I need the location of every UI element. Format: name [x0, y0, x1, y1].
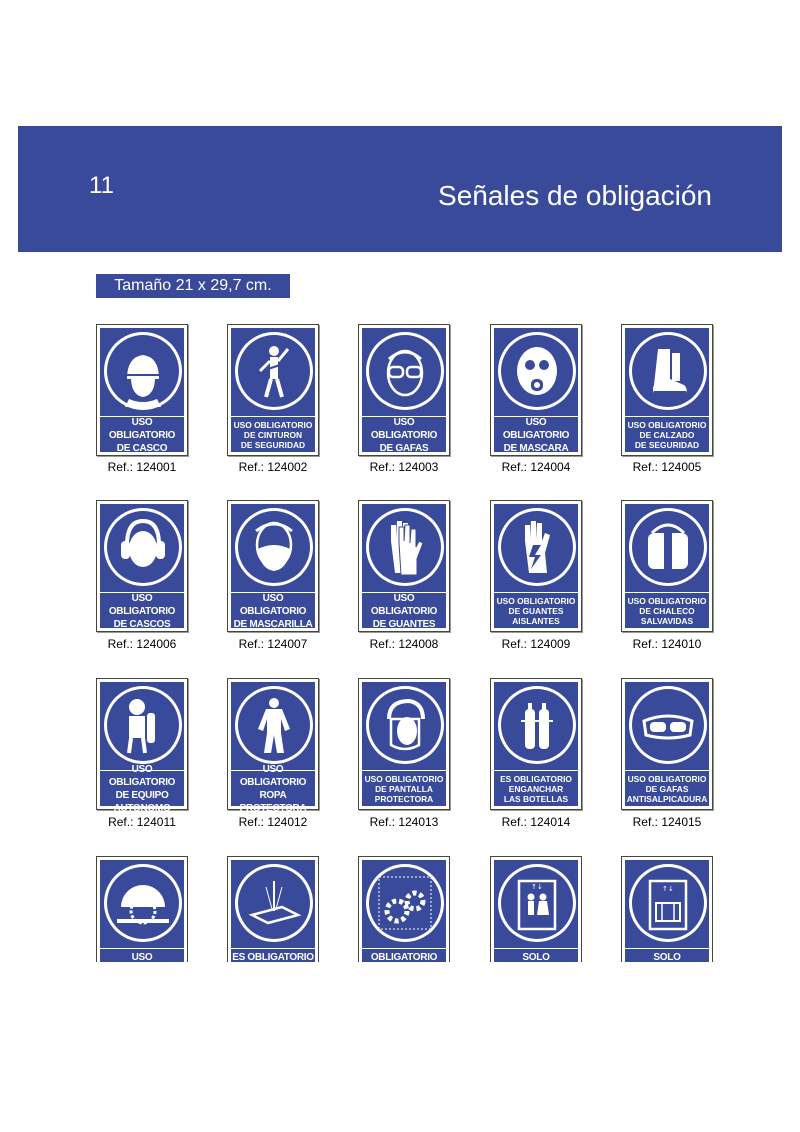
helmet-head-icon — [107, 335, 179, 407]
sign-label: USO OBLIGATORIO DE GAFAS ANTISALPICADURA — [625, 770, 709, 807]
sign-label: USO OBLIGATORIO DE CASCO — [100, 416, 184, 453]
sign-reference: Ref.: 124005 — [632, 460, 702, 474]
sign-panel — [231, 328, 315, 452]
breathing-apparatus-icon — [107, 689, 179, 761]
sign-reference: Ref.: 124003 — [369, 460, 439, 474]
sign-card — [621, 856, 713, 962]
sign-disc-ring — [629, 332, 707, 410]
splash-goggles-icon — [632, 689, 704, 761]
sign-label: USO OBLIGATORIO ROPA PROTECTORA — [231, 770, 315, 807]
sign-disc-ring — [235, 332, 313, 410]
sign-disc-ring — [235, 508, 313, 586]
sign-card — [621, 500, 713, 632]
sign-panel — [494, 860, 578, 962]
sign-label: USO OBLIGATORIO DE CINTURON DE SEGURIDAD — [231, 416, 315, 453]
sign-label: OBLIGATORIO DE — [362, 948, 446, 967]
sign-disc-ring — [498, 332, 576, 410]
sign-label: USO OBLIGATORIO DE MASCARA — [494, 416, 578, 453]
sign-panel — [494, 328, 578, 452]
sign-disc-ring — [629, 686, 707, 764]
goggles-face-icon — [369, 335, 441, 407]
size-label: Tamaño 21 x 29,7 cm. — [96, 274, 290, 298]
sign-card — [621, 678, 713, 810]
sign-label: USO OBLIGATORIO DE CHALECO SALVAVIDAS — [625, 592, 709, 629]
sign-panel — [494, 682, 578, 806]
gas-bottles-icon — [501, 689, 573, 761]
sign-card — [358, 500, 450, 632]
sign-panel — [231, 682, 315, 814]
sign-card — [358, 324, 450, 456]
sign-card — [96, 678, 188, 814]
sign-panel — [231, 504, 315, 628]
sign-label: USO OBLIGATORIO DE MASCARILLA — [231, 592, 315, 629]
sign-disc-ring — [235, 864, 313, 942]
sign-card — [621, 324, 713, 456]
sign-disc-ring — [104, 508, 182, 586]
sign-card — [96, 324, 188, 456]
sign-card — [490, 678, 582, 810]
safety-boots-icon — [632, 335, 704, 407]
sign-panel — [494, 504, 578, 628]
protective-suit-icon — [238, 689, 310, 761]
sign-panel — [231, 860, 315, 962]
sign-card — [358, 856, 450, 976]
sign-label: USO OBLIGATORIO DE CASCOS — [100, 592, 184, 629]
sign-reference: Ref.: 124010 — [632, 637, 702, 651]
laser-cutting-icon — [238, 867, 310, 939]
sign-reference: Ref.: 124001 — [107, 460, 177, 474]
sign-disc-ring — [498, 864, 576, 942]
sign-panel — [625, 860, 709, 962]
sign-panel — [362, 860, 446, 976]
gears-guard-icon — [369, 867, 441, 939]
sign-panel — [362, 682, 446, 806]
sign-reference: Ref.: 124014 — [501, 815, 571, 829]
svg-text:↑↓: ↑↓ — [531, 883, 543, 891]
sign-disc-ring — [104, 686, 182, 764]
sign-reference: Ref.: 124012 — [238, 815, 308, 829]
sign-panel — [100, 328, 184, 452]
sign-reference: Ref.: 124007 — [238, 637, 308, 651]
sign-label: USO OBLIGATORIO — [100, 948, 184, 967]
sign-panel — [362, 328, 446, 452]
sign-card — [490, 856, 582, 962]
face-mask-icon — [238, 511, 310, 583]
sign-label: USO OBLIGATORIO DE CALZADO DE SEGURIDAD — [625, 416, 709, 453]
sign-panel — [625, 328, 709, 452]
sign-label: USO OBLIGATORIO DE GUANTES AISLANTES — [494, 592, 578, 629]
sign-card — [96, 500, 188, 632]
sign-panel — [362, 504, 446, 628]
sign-reference: Ref.: 124015 — [632, 815, 702, 829]
face-shield-icon — [369, 689, 441, 761]
lift-goods-icon — [632, 867, 704, 939]
sign-disc-ring — [366, 686, 444, 764]
sign-label: USO OBLIGATORIO DE EQUIPO AUTONOMO — [100, 770, 184, 807]
sign-disc-ring — [629, 508, 707, 586]
sign-disc-ring — [498, 686, 576, 764]
page-title: Señales de obligación — [438, 180, 712, 211]
sign-label: SOLO — [494, 948, 578, 967]
lift-persons-icon — [501, 867, 573, 939]
sign-panel — [100, 504, 184, 628]
sign-panel — [100, 860, 184, 976]
sign-disc-ring — [104, 864, 182, 942]
sign-card — [358, 678, 450, 810]
safety-harness-icon — [238, 335, 310, 407]
page-number: 11 — [89, 172, 114, 199]
sign-label: SOLO — [625, 948, 709, 967]
sign-label: USO OBLIGATORIO DE GAFAS — [362, 416, 446, 453]
sign-reference: Ref.: 124009 — [501, 637, 571, 651]
insulating-gloves-icon — [501, 511, 573, 583]
sign-panel — [625, 682, 709, 806]
sign-card — [490, 324, 582, 456]
sign-reference: Ref.: 124002 — [238, 460, 308, 474]
sign-panel — [625, 504, 709, 628]
sign-disc-ring — [235, 686, 313, 764]
sign-disc-ring — [366, 864, 444, 942]
sign-reference: Ref.: 124008 — [369, 637, 439, 651]
sign-disc-ring — [498, 508, 576, 586]
life-vest-icon — [632, 511, 704, 583]
sign-reference: Ref.: 124013 — [369, 815, 439, 829]
sign-disc-ring — [366, 332, 444, 410]
sign-label: USO OBLIGATORIO DE PANTALLA PROTECTORA — [362, 770, 446, 807]
sign-reference: Ref.: 124004 — [501, 460, 571, 474]
sign-card — [227, 856, 319, 962]
sign-disc-ring — [104, 332, 182, 410]
sign-label: ES OBLIGATORIO ENGANCHAR LAS BOTELLAS — [494, 770, 578, 807]
sign-card — [227, 324, 319, 456]
sign-disc-ring — [366, 508, 444, 586]
sign-card — [490, 500, 582, 632]
sign-label: ES OBLIGATORIO — [231, 948, 315, 967]
svg-text:↑↓: ↑↓ — [662, 885, 674, 893]
sign-disc-ring — [629, 864, 707, 942]
ear-defenders-icon — [107, 511, 179, 583]
saw-guard-icon — [107, 867, 179, 939]
sign-card — [96, 856, 188, 976]
sign-reference: Ref.: 124011 — [108, 815, 176, 829]
gas-mask-icon — [501, 335, 573, 407]
sign-label: USO OBLIGATORIO DE GUANTES — [362, 592, 446, 629]
sign-panel — [100, 682, 184, 814]
gloves-icon — [369, 511, 441, 583]
sign-reference: Ref.: 124006 — [107, 637, 177, 651]
sign-card — [227, 500, 319, 632]
sign-card — [227, 678, 319, 814]
